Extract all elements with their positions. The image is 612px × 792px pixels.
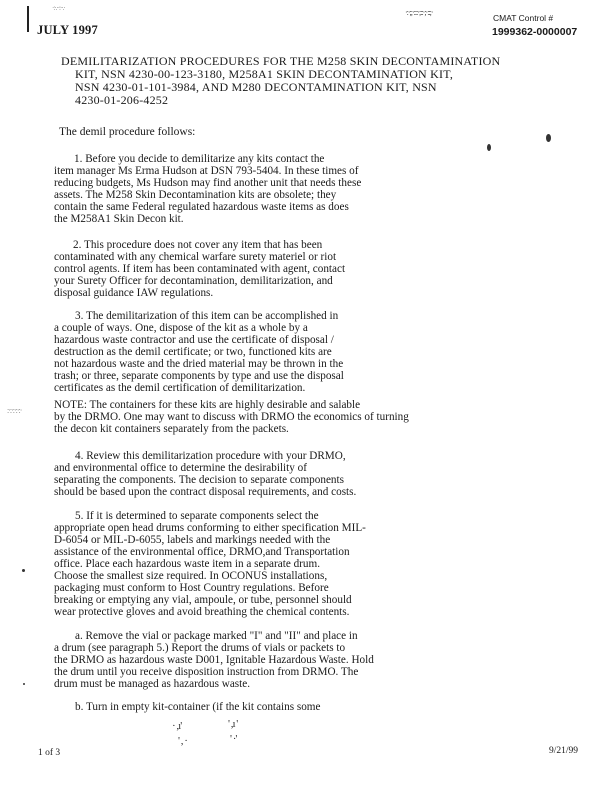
paragraph-line: a couple of ways. One, dispose of the kit as a whole by a: [54, 322, 308, 334]
scan-scribble: ' ·': [230, 733, 237, 745]
paragraph-line: should be based upon the contract disposal requirements, and costs.: [54, 486, 357, 498]
paragraph-line: wear protective gloves and avoid breathing the chemical contents.: [54, 606, 350, 618]
scan-scribble: ' , ·: [178, 735, 187, 747]
title-line: 4230-01-206-4252: [75, 93, 169, 107]
paragraph-line: certificates as the demil certification of demilitarization.: [54, 382, 306, 394]
footer-date: 9/21/99: [549, 746, 579, 756]
paragraph-line: 3. The demilitarization of this item can be accomplished in: [75, 310, 339, 322]
scan-scribble: ' ,ı ': [228, 718, 238, 730]
paragraph-line: contain the same Federal regulated hazardous waste items as does: [54, 201, 349, 213]
paragraph-line: separating the components. The decision to separate components: [54, 474, 344, 486]
cmat-control-label: CMAT Control #: [493, 13, 554, 23]
paragraph-line: D-6054 or MIL-D-6055, labels and markings needed with the: [54, 534, 331, 546]
ink-speck: [23, 683, 25, 685]
paragraph-line: reducing budgets, Ms Hudson may find another unit that needs these: [54, 177, 362, 189]
paragraph-line: a. Remove the vial or package marked "I" and "II" and place in: [75, 630, 358, 642]
title-line: KIT, NSN 4230-00-123-3180, M258A1 SKIN DECONTAMINATION KIT,: [75, 67, 454, 81]
title-line: NSN 4230-01-101-3984, AND M280 DECONTAMINATION KIT, NSN: [75, 80, 437, 94]
paragraph-line: not hazardous waste and the dried material may be thrown in the: [54, 358, 344, 370]
document-date: JULY 1997: [37, 23, 98, 37]
paragraph-line: assets. The M258 Skin Decontamination kits are obsolete; they: [54, 189, 337, 201]
scan-scribble: · ,ı': [172, 720, 182, 732]
paragraph-line: and environmental office to determine the desirability of: [54, 462, 307, 474]
paragraph-line: breaking or emptying any vial, ampoule, or tube, personnel should: [54, 594, 352, 606]
scan-margin-mark: [27, 6, 29, 32]
paragraph-line: contaminated with any chemical warfare surety materiel or riot: [54, 251, 337, 263]
title-line: DEMILITARIZATION PROCEDURES FOR THE M258 SKIN DECONTAMINATION: [61, 54, 501, 68]
ink-speck: [22, 569, 25, 572]
paragraph-line: 4. Review this demilitarization procedure with your DRMO,: [75, 450, 346, 462]
paragraph-line: b. Turn in empty kit-container (if the kit contains some: [75, 701, 321, 713]
paragraph-line: item manager Ms Erma Hudson at DSN 793-5404. In these times of: [54, 165, 359, 177]
paragraph-line: the drum until you receive disposition instruction from DRMO. The: [54, 666, 359, 678]
paragraph-line: the M258A1 Skin Decon kit.: [54, 213, 184, 225]
paragraph-line: drum must be managed as hazardous waste.: [54, 678, 251, 690]
scan-noise-top-left: ·:·.··:··.·: [52, 4, 65, 12]
note-line: by the DRMO. One may want to discuss with DRMO the economics of turning: [54, 411, 409, 423]
page-number: 1 of 3: [38, 748, 61, 758]
paragraph-line: destruction as the demil certificate; or two, functioned kits are: [54, 346, 332, 358]
paragraph-line: assistance of the environmental office, DRMO,and Transportation: [54, 546, 350, 558]
paragraph-line: 1. Before you decide to demilitarize any kits contact the: [74, 153, 325, 165]
paragraph-line: trash; or three, separate components by type and use the disposal: [54, 370, 344, 382]
paragraph-line: office. Place each hazardous waste item in a separate drum.: [54, 558, 320, 570]
paragraph-line: Choose the smallest size required. In OCONUS installations,: [54, 570, 328, 582]
paragraph-line: the DRMO as hazardous waste D001, Ignitable Hazardous Waste. Hold: [54, 654, 374, 666]
paragraph-line: hazardous waste contractor and use the certificate of disposal /: [54, 334, 334, 346]
paragraph-line: a drum (see paragraph 5.) Report the drums of vials or packets to: [54, 642, 346, 654]
intro-text: The demil procedure follows:: [59, 126, 196, 138]
scan-noise-left: :·:·:·:·:·: [7, 406, 22, 415]
paragraph-line: 5. If it is determined to separate components select the: [75, 510, 319, 522]
cmat-control-number: 1999362-0000007: [492, 26, 578, 38]
paragraph-line: appropriate open head drums conforming to either specification MIL-: [54, 522, 366, 534]
paragraph-line: packaging must conform to Host Country regulations. Before: [54, 582, 329, 594]
scan-noise-top-right: ·:·;;·:::·;::·;·::;·: [405, 8, 433, 17]
ink-speck: [487, 144, 491, 151]
note-line: the decon kit containers separately from the packets.: [54, 423, 289, 435]
paragraph-line: your Surety Officer for decontamination, demilitarization, and: [54, 275, 333, 287]
paragraph-line: 2. This procedure does not cover any item that has been: [73, 239, 323, 251]
note-line: NOTE: The containers for these kits are highly desirable and salable: [54, 399, 361, 411]
paragraph-line: control agents. If item has been contaminated with agent, contact: [54, 263, 346, 275]
paragraph-line: disposal guidance IAW regulations.: [54, 287, 214, 299]
ink-speck: [546, 134, 551, 142]
